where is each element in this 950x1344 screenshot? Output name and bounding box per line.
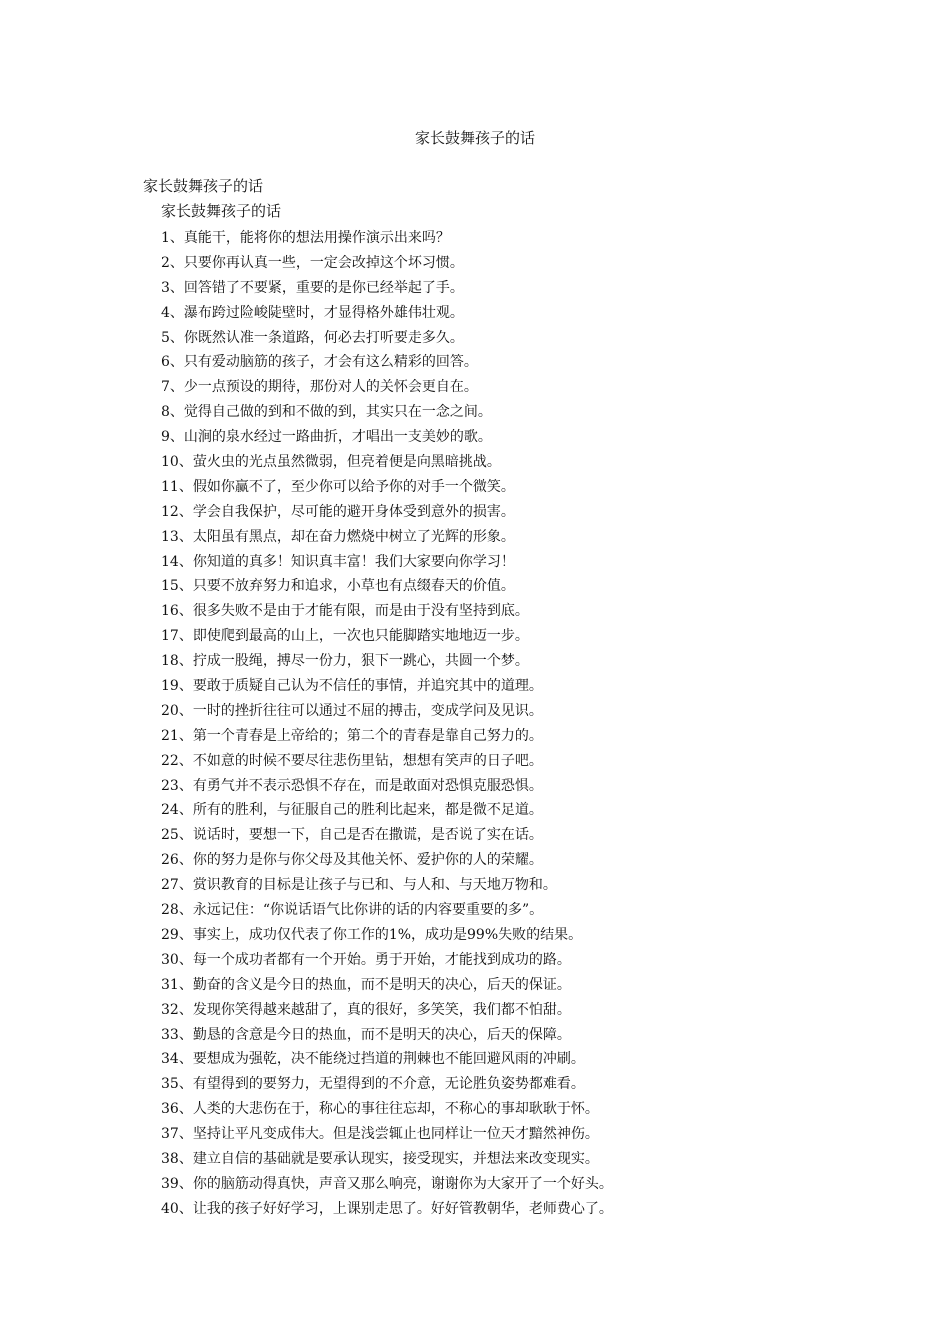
list-item: 19、要敢于质疑自己认为不信任的事情，并追究其中的道理。 <box>161 678 543 695</box>
list-item: 39、你的脑筋动得真快，声音又那么响亮，谢谢你为大家开了一个好头。 <box>161 1175 613 1192</box>
list-item: 5、你既然认准一条道路，何必去打听要走多久。 <box>161 329 464 346</box>
list-item: 40、让我的孩子好好学习，上课别走思了。好好管教朝华，老师费心了。 <box>161 1200 613 1217</box>
list-item: 12、学会自我保护，尽可能的避开身体受到意外的损害。 <box>161 503 515 520</box>
list-item: 38、建立自信的基础就是要承认现实，接受现实，并想法来改变现实。 <box>161 1150 599 1167</box>
list-item: 24、所有的胜利，与征服自己的胜利比起来，都是微不足道。 <box>161 802 543 819</box>
list-item: 25、说话时，要想一下，自己是否在撒谎，是否说了实在话。 <box>161 827 543 844</box>
document-title: 家长鼓舞孩子的话 <box>414 129 535 147</box>
list-item: 7、少一点预设的期待，那份对人的关怀会更自在。 <box>161 379 478 396</box>
list-item: 1、真能干，能将你的想法用操作演示出来吗？ <box>161 230 450 246</box>
list-item: 9、山涧的泉水经过一路曲折，才唱出一支美妙的歌。 <box>161 429 492 446</box>
list-item: 22、不如意的时候不要尽往悲伤里钻，想想有笑声的日子吧。 <box>161 752 543 769</box>
list-item: 6、只有爱动脑筋的孩子，才会有这么精彩的回答。 <box>161 354 478 371</box>
list-item: 17、即使爬到最高的山上，一次也只能脚踏实地地迈一步。 <box>161 628 529 645</box>
list-item: 2、只要你再认真一些，一定会改掉这个坏习惯。 <box>161 254 464 271</box>
list-item: 11、假如你赢不了，至少你可以给予你的对手一个微笑。 <box>161 478 515 495</box>
list-item: 32、发现你笑得越来越甜了，真的很好，多笑笑，我们都不怕甜。 <box>161 1001 571 1018</box>
list-item: 30、每一个成功者都有一个开始。勇于开始，才能找到成功的路。 <box>161 951 571 968</box>
list-item: 15、只要不放弃努力和追求，小草也有点缀春天的价值。 <box>161 578 515 595</box>
list-item: 3、回答错了不要紧，重要的是你已经举起了手。 <box>161 279 464 296</box>
list-item: 8、觉得自己做的到和不做的到，其实只在一念之间。 <box>161 404 492 421</box>
list-item: 18、拧成一股绳，搏尽一份力，狠下一跳心，共圆一个梦。 <box>161 653 529 670</box>
list-item: 21、第一个青春是上帝给的；第二个的青春是靠自己努力的。 <box>161 727 543 744</box>
list-item: 33、勤恳的含意是今日的热血，而不是明天的决心，后天的保障。 <box>161 1026 571 1043</box>
list-item: 10、萤火虫的光点虽然微弱，但亮着便是向黑暗挑战。 <box>161 454 501 471</box>
list-item: 37、坚持让平凡变成伟大。但是浅尝辄止也同样让一位天才黯然神伤。 <box>161 1126 599 1143</box>
list-item: 13、太阳虽有黑点，却在奋力燃烧中树立了光辉的形象。 <box>161 528 515 545</box>
list-item: 27、赏识教育的目标是让孩子与已和、与人和、与天地万物和。 <box>161 877 557 894</box>
list-item: 4、瀑布跨过险峻陡壁时，才显得格外雄伟壮观。 <box>161 304 464 321</box>
encouragement-list <box>161 226 881 1222</box>
list-item: 14、你知道的真多！知识真丰富！我们大家要向你学习！ <box>161 553 515 570</box>
list-item: 23、有勇气并不表示恐惧不存在，而是敢面对恐惧克服恐惧。 <box>161 777 543 794</box>
section-subheading: 家长鼓舞孩子的话 <box>161 202 282 220</box>
list-item: 28、永远记住：“你说话语气比你讲的话的内容要重要的多”。 <box>161 902 544 919</box>
list-item: 26、你的努力是你与你父母及其他关怀、爱护你的人的荣耀。 <box>161 852 543 869</box>
list-item: 35、有望得到的要努力，无望得到的不介意，无论胜负姿势都难看。 <box>161 1076 585 1093</box>
list-item: 36、人类的大悲伤在于，称心的事往往忘却，不称心的事却耿耿于怀。 <box>161 1101 599 1118</box>
list-item: 34、要想成为强乾，决不能绕过挡道的荆棘也不能回避风雨的冲刷。 <box>161 1051 585 1068</box>
section-heading: 家长鼓舞孩子的话 <box>143 177 264 195</box>
list-item: 20、一时的挫折往往可以通过不屈的搏击，变成学问及见识。 <box>161 702 543 719</box>
list-item: 31、勤奋的含义是今日的热血，而不是明天的决心，后天的保证。 <box>161 976 571 993</box>
list-item: 29、事实上，成功仅代表了你工作的1%，成功是99%失败的结果。 <box>161 926 583 943</box>
list-item: 16、很多失败不是由于才能有限，而是由于没有坚持到底。 <box>161 603 529 620</box>
